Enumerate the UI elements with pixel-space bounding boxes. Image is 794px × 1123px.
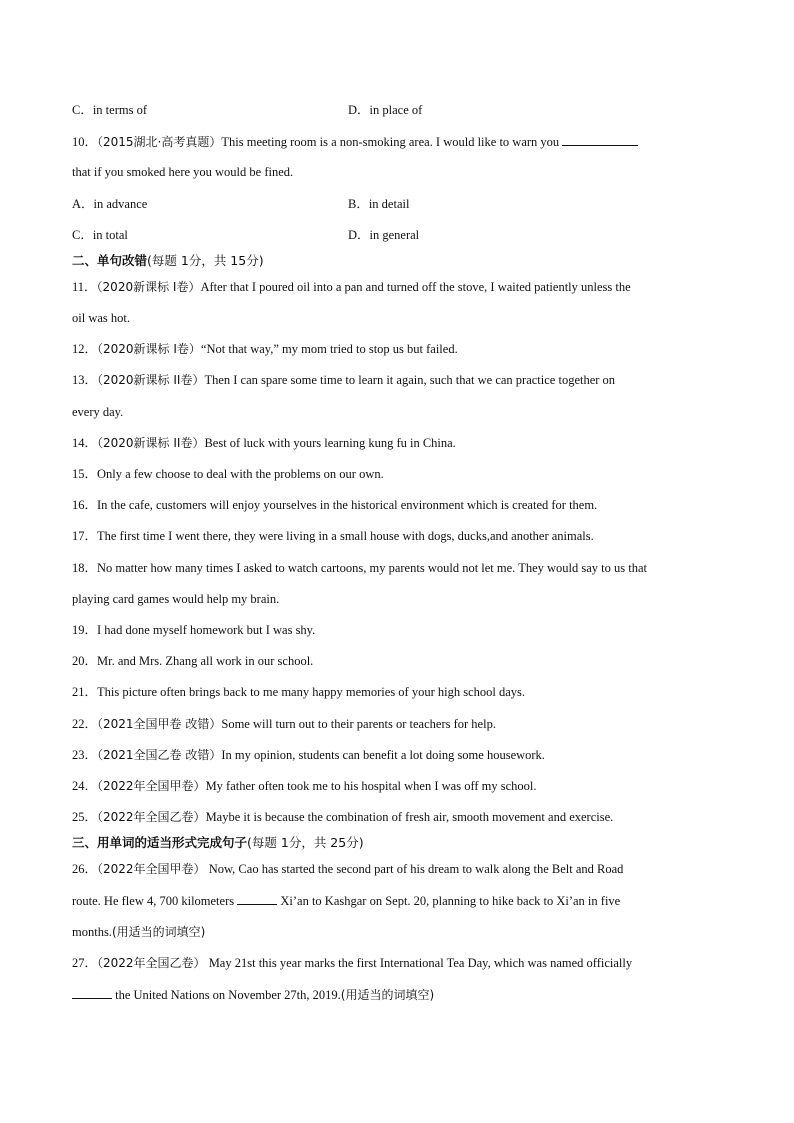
question-16: 16．In the cafe, customers will enjoy yourselves in the historical environment which is created for them.: [72, 498, 598, 512]
question-15: 15．Only a few choose to deal with the problems on our own.: [72, 467, 384, 481]
option-b: B．in detail: [348, 197, 410, 211]
section-heading: 三、用单词的适当形式完成句子(每题 1分，共 25分): [72, 835, 364, 850]
option-c: C．in total: [72, 228, 128, 242]
question-source: （2020新课标 I卷）: [97, 342, 201, 356]
option-d: D．in place of: [348, 103, 423, 117]
question-source: （2022年全国乙卷）: [97, 810, 206, 824]
question-10-cont: that if you smoked here you would be fined.: [72, 165, 294, 179]
question-27-cont: the United Nations on November 27th, 2019.(用适当的词填空): [72, 986, 434, 1003]
answer-blank: [562, 133, 638, 146]
question-10: 10．（2015湖北·高考真题）This meeting room is a non-smoking area. I would like to warn you: [72, 133, 638, 150]
question-source: （2021全国乙卷 改错）: [97, 748, 222, 762]
hint: (用适当的词填空): [111, 925, 206, 939]
question-source: （2020新课标 II卷）: [97, 436, 205, 450]
hint: (用适当的词填空): [340, 988, 435, 1002]
question-26-cont: months.(用适当的词填空): [72, 925, 206, 939]
question-11: 11．（2020新课标 I卷）After that I poured oil into a pan and turned off the stove, I waited patiently unless the: [72, 280, 631, 294]
question-26: 26．（2022年全国甲卷） Now, Cao has started the second part of his dream to walk along the Belt and Road: [72, 862, 624, 876]
question-source: （2021全国甲卷 改错）: [97, 717, 222, 731]
answer-blank: [237, 892, 277, 905]
question-13-cont: every day.: [72, 405, 124, 419]
option-c: C．in terms of: [72, 103, 147, 117]
question-19: 19．I had done myself homework but I was shy.: [72, 623, 316, 637]
question-18-cont: playing card games would help my brain.: [72, 592, 280, 606]
question-14: 14．（2020新课标 II卷）Best of luck with yours learning kung fu in China.: [72, 436, 456, 450]
question-26-cont: route. He flew 4, 700 kilometers Xi’an to Kashgar on Sept. 20, planning to hike back to Xi’an in five: [72, 894, 621, 908]
question-source: （2015湖北·高考真题）: [97, 135, 222, 149]
question-source: （2022年全国乙卷）: [97, 956, 206, 970]
question-24: 24．（2022年全国甲卷）My father often took me to his hospital when I was off my school.: [72, 779, 537, 793]
question-source: （2020新课标 II卷）: [97, 373, 205, 387]
question-12: 12．（2020新课标 I卷）“Not that way,” my mom tried to stop us but failed.: [72, 342, 458, 356]
question-source: （2020新课标 I卷）: [96, 280, 201, 294]
question-20: 20．Mr. and Mrs. Zhang all work in our school.: [72, 654, 314, 668]
option-a: A．in advance: [72, 197, 148, 211]
question-17: 17．The first time I went there, they were living in a small house with dogs, ducks,and another animals.: [72, 529, 594, 543]
question-11-cont: oil was hot.: [72, 311, 130, 325]
question-23: 23．（2021全国乙卷 改错）In my opinion, students can benefit a lot doing some housework.: [72, 748, 545, 762]
question-13: 13．（2020新课标 II卷）Then I can spare some time to learn it again, such that we can practice together on: [72, 373, 616, 387]
option-d: D．in general: [348, 228, 420, 242]
question-source: （2022年全国甲卷）: [97, 779, 206, 793]
question-27: 27．（2022年全国乙卷） May 21st this year marks the first International Tea Day, which was named officially: [72, 956, 633, 970]
question-21: 21．This picture often brings back to me many happy memories of your high school days.: [72, 685, 526, 699]
question-22: 22．（2021全国甲卷 改错）Some will turn out to their parents or teachers for help.: [72, 717, 496, 731]
answer-blank: [72, 986, 112, 999]
section-heading: 二、单句改错(每题 1分，共 15分): [72, 253, 264, 268]
question-source: （2022年全国甲卷）: [97, 862, 206, 876]
question-18: 18．No matter how many times I asked to watch cartoons, my parents would not let me. They would say to us that: [72, 561, 648, 575]
question-25: 25．（2022年全国乙卷）Maybe it is because the combination of fresh air, smooth movement and exercise.: [72, 810, 614, 824]
